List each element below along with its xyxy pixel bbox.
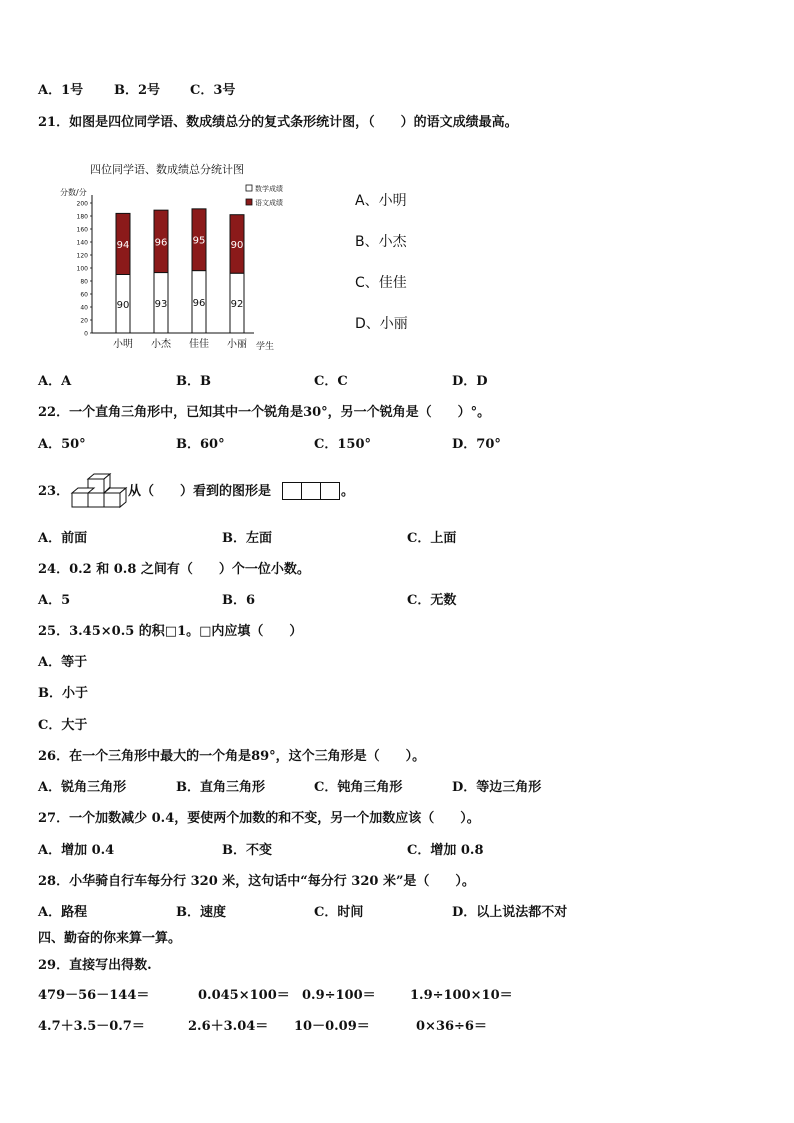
- legend-label-math: 数学成绩: [255, 185, 283, 193]
- q25-question: 25．3.45×0.5 的积□1。□内应填（ ）: [38, 624, 303, 639]
- bar-value-label: 96: [154, 237, 168, 249]
- q23-option-b[interactable]: B．左面: [222, 531, 272, 546]
- bar-chart: [60, 155, 290, 355]
- q27-option-c[interactable]: C．增加 0.8: [407, 843, 484, 858]
- q23-tail: 。: [341, 484, 355, 499]
- q28-question: 28．小华骑自行车每分行 320 米，这句话中“每分行 320 米”是（ ）。: [38, 874, 475, 889]
- q29-expr-3: 0.9÷100＝: [302, 988, 376, 1003]
- chart-side-option-c: C、佳佳: [355, 275, 407, 291]
- x-category-label: 佳佳: [189, 339, 209, 350]
- q29-expr-2: 0.045×100＝: [198, 988, 290, 1003]
- q22-option-b[interactable]: B．60°: [176, 437, 225, 452]
- q27-option-a[interactable]: A．增加 0.4: [38, 843, 115, 858]
- q26-option-b[interactable]: B．直角三角形: [176, 780, 265, 795]
- q23-option-c[interactable]: C．上面: [407, 531, 457, 546]
- q25-option-c[interactable]: C．大于: [38, 718, 88, 733]
- legend-swatch-math: [246, 185, 252, 191]
- q28-option-b[interactable]: B．速度: [176, 905, 226, 920]
- cube-stack-figure: [66, 473, 128, 515]
- q29-expr-1: 479－56－144＝: [38, 988, 150, 1003]
- y-tick-label: 160: [76, 226, 88, 234]
- q20-option-a[interactable]: A．1号: [38, 83, 84, 98]
- q21-option-b[interactable]: B．B: [176, 374, 211, 389]
- y-tick-label: 40: [80, 304, 88, 312]
- q29-expr-4: 1.9÷100×10＝: [410, 988, 513, 1003]
- q22-question: 22．一个直角三角形中，已知其中一个锐角是30°，另一个锐角是（ ）°。: [38, 405, 491, 420]
- q24-option-a[interactable]: A．5: [38, 593, 71, 608]
- y-tick-label: 80: [80, 278, 88, 286]
- q21-question: 21．如图是四位同学语、数成绩总分的复式条形统计图，（ ）的语文成绩最高。: [38, 115, 518, 130]
- q24-option-c[interactable]: C．无数: [407, 593, 457, 608]
- chart-side-option-d: D、小丽: [355, 316, 408, 332]
- q25-option-b[interactable]: B．小于: [38, 686, 88, 701]
- chart-xlabel: 学生: [256, 342, 275, 352]
- q23-question: 从（ ）看到的图形是: [128, 484, 272, 499]
- q26-question: 26．在一个三角形中最大的一个角是89°，这个三角形是（ ）。: [38, 749, 426, 764]
- q28-option-c[interactable]: C．时间: [314, 905, 364, 920]
- y-tick-label: 180: [76, 213, 88, 221]
- q27-option-b[interactable]: B．不变: [222, 843, 272, 858]
- q28-option-a[interactable]: A．路程: [38, 905, 88, 920]
- y-tick-label: 120: [76, 252, 88, 260]
- q20-option-c[interactable]: C．3号: [190, 83, 236, 98]
- bar-value-label: 90: [230, 239, 244, 251]
- q23-option-a[interactable]: A．前面: [38, 531, 88, 546]
- q22-option-d[interactable]: D．70°: [452, 437, 501, 452]
- three-square-figure: [282, 482, 340, 500]
- q26-option-c[interactable]: C．钝角三角形: [314, 780, 403, 795]
- y-tick-label: 60: [80, 291, 88, 299]
- q24-option-b[interactable]: B．6: [222, 593, 256, 608]
- x-category-label: 小明: [113, 339, 133, 350]
- q20-option-b[interactable]: B．2号: [114, 83, 161, 98]
- q22-option-a[interactable]: A．50°: [38, 437, 86, 452]
- x-category-label: 小杰: [151, 339, 171, 350]
- y-tick-label: 0: [84, 330, 88, 338]
- y-tick-label: 20: [80, 317, 88, 325]
- chart-side-option-b: B、小杰: [355, 234, 407, 250]
- q22-option-c[interactable]: C．150°: [314, 437, 371, 452]
- q21-option-c[interactable]: C．C: [314, 374, 348, 389]
- q21-option-d[interactable]: D．D: [452, 374, 488, 389]
- q26-option-d[interactable]: D．等边三角形: [452, 780, 542, 795]
- q24-question: 24．0.2 和 0.8 之间有（ ）个一位小数。: [38, 562, 310, 577]
- chart-title: 四位同学语、数成绩总分统计图: [90, 163, 244, 176]
- q23-number: 23．: [38, 484, 70, 499]
- y-tick-label: 200: [76, 200, 88, 208]
- y-tick-label: 140: [76, 239, 88, 247]
- section-four-heading: 四、勤奋的你来算一算。: [38, 931, 182, 946]
- q29-expr-6: 2.6＋3.04＝: [188, 1019, 269, 1034]
- bar-value-label: 95: [192, 235, 206, 247]
- q26-option-a[interactable]: A．锐角三角形: [38, 780, 127, 795]
- y-tick-label: 100: [76, 265, 88, 273]
- bar-value-label: 90: [116, 299, 130, 311]
- q21-option-a[interactable]: A．A: [38, 374, 72, 389]
- x-category-label: 小丽: [227, 339, 247, 350]
- chart-side-option-a: A、小明: [355, 193, 407, 209]
- q29-expr-5: 4.7＋3.5－0.7＝: [38, 1019, 145, 1034]
- chart-ylabel: 分数/分: [60, 188, 87, 197]
- q29-expr-8: 0×36÷6＝: [416, 1019, 487, 1034]
- q29-expr-7: 10－0.09＝: [294, 1019, 370, 1034]
- legend-swatch-chinese: [246, 199, 252, 205]
- bar-value-label: 93: [154, 298, 168, 310]
- q27-question: 27．一个加数减少 0.4，要使两个加数的和不变，另一个加数应该（ ）。: [38, 811, 480, 826]
- bar-value-label: 92: [230, 299, 244, 311]
- bar-value-label: 96: [192, 297, 206, 309]
- q29-question: 29．直接写出得数.: [38, 958, 152, 973]
- bar-value-label: 94: [116, 239, 130, 251]
- q25-option-a[interactable]: A．等于: [38, 655, 88, 670]
- q28-option-d[interactable]: D．以上说法都不对: [452, 905, 568, 920]
- legend-label-chinese: 语文成绩: [255, 199, 283, 207]
